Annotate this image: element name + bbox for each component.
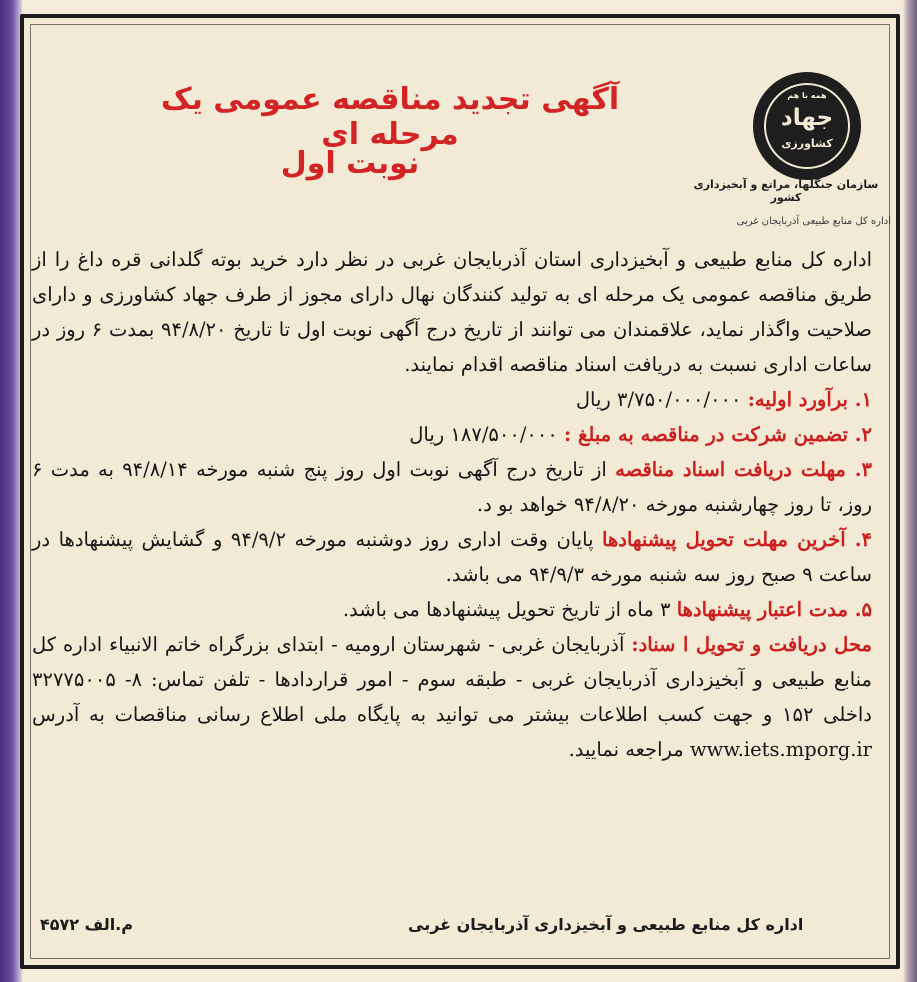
item-proposal-validity xyxy=(32,592,872,627)
delivery-location xyxy=(32,627,872,767)
left-page-edge xyxy=(0,0,22,982)
intro-paragraph xyxy=(32,242,872,382)
initial-estimate-value: ۳/۷۵۰/۰۰۰/۰۰۰ ریال xyxy=(575,388,742,411)
ad-body xyxy=(32,242,872,767)
closing-text: مراجعه نمایید. xyxy=(568,738,684,761)
proposal-validity-label: ۵. مدت اعتبار پیشنهادها xyxy=(676,598,872,621)
proposal-validity-text: ۳ ماه از تاریخ تحویل پیشنهادها می باشد. xyxy=(342,598,671,621)
logo-sub-word: کشاورزی xyxy=(781,137,833,150)
initial-estimate-label: ۱. برآورد اولیه: xyxy=(747,388,872,411)
ad-subtitle: نوبت اول xyxy=(280,146,420,181)
item-submission-deadline xyxy=(32,522,872,592)
department-note: اداره کل منابع طبیعی آذربایجان غربی xyxy=(736,216,891,227)
logo-center xyxy=(766,85,848,167)
website-address: www.iets.mporg.ir xyxy=(689,738,872,761)
guarantee-label: ۲. تضمین شرکت در مناقصه به مبلغ : xyxy=(564,423,872,446)
submission-deadline-text: پایان وقت اداری روز دوشنبه مورخه ۹۴/۹/۲ و گشایش پیشنهادها در ساعت ۹ صبح روز سه شنبه مورخه ۹۴/۹/۳ می باشد. xyxy=(32,528,872,586)
logo-main-word: جهاد xyxy=(780,105,834,131)
ad-reference-number: م.الف ۴۵۷۲ xyxy=(40,915,133,934)
document-deadline-label: ۳. مهلت دریافت اسناد مناقصه xyxy=(615,458,873,481)
intro-text: اداره کل منابع طبیعی و آبخیزداری استان آذربایجان غربی در نظر دارد خرید بوته گلدانی قره داغ را از طریق مناقصه عمومی یک مرحله ای به تولید کنندگان نهال دارای مجوز از طرف جهاد کشاورزی و دارای صلاحیت واگذار نماید، علاقمندان می توانند از تاریخ درج آگهی نوبت اول تا تاریخ ۹۴/۸/۲۰ بمدت ۶ روز در ساعات اداری نسبت به دریافت اسناد مناقصه اقدام نمایند. xyxy=(32,248,872,376)
item-participation-guarantee xyxy=(32,417,872,452)
issuing-office: اداره کل منابع طبیعی و آبخیزداری آذربایجان غربی xyxy=(408,915,804,934)
submission-deadline-label: ۴. آخرین مهلت تحویل پیشنهادها xyxy=(602,528,872,551)
item-document-deadline xyxy=(32,452,872,522)
guarantee-value: ۱۸۷/۵۰۰/۰۰۰ ریال xyxy=(409,423,558,446)
organization-name: سازمان جنگلها، مراتع و آبخیزداری کشور xyxy=(693,178,879,204)
item-initial-estimate xyxy=(32,382,872,417)
logo-slogan: همه با هم xyxy=(787,91,827,100)
delivery-location-text: آذربایجان غربی - شهرستان ارومیه - ابتدای بزرگراه خاتم الانبیاء اداره کل منابع طبیعی و آبخیزداری آذربایجان غربی - طبقه سوم - امور قراردادها - تلفن تماس: ۸- ۳۲۷۷۵۰۰۵ داخلی ۱۵۲ و جهت کسب اطلاعات بیشتر می توانید به پایگاه ملی اطلاع رسانی مناقصات به آدرس xyxy=(32,633,873,726)
document-deadline-text: از تاریخ درج آگهی نوبت اول روز پنج شنبه مورخه ۹۴/۸/۱۴ به مدت ۶ روز، تا روز چهارشنبه مورخه ۹۴/۸/۲۰ خواهد بو د. xyxy=(32,458,872,516)
ad-title: آگهی تجدید مناقصه عمومی یک مرحله ای xyxy=(160,82,620,152)
jihad-agriculture-logo xyxy=(753,72,861,180)
delivery-location-label: محل دریافت و تحویل ا سناد: xyxy=(631,633,872,656)
right-page-edge xyxy=(903,0,917,982)
